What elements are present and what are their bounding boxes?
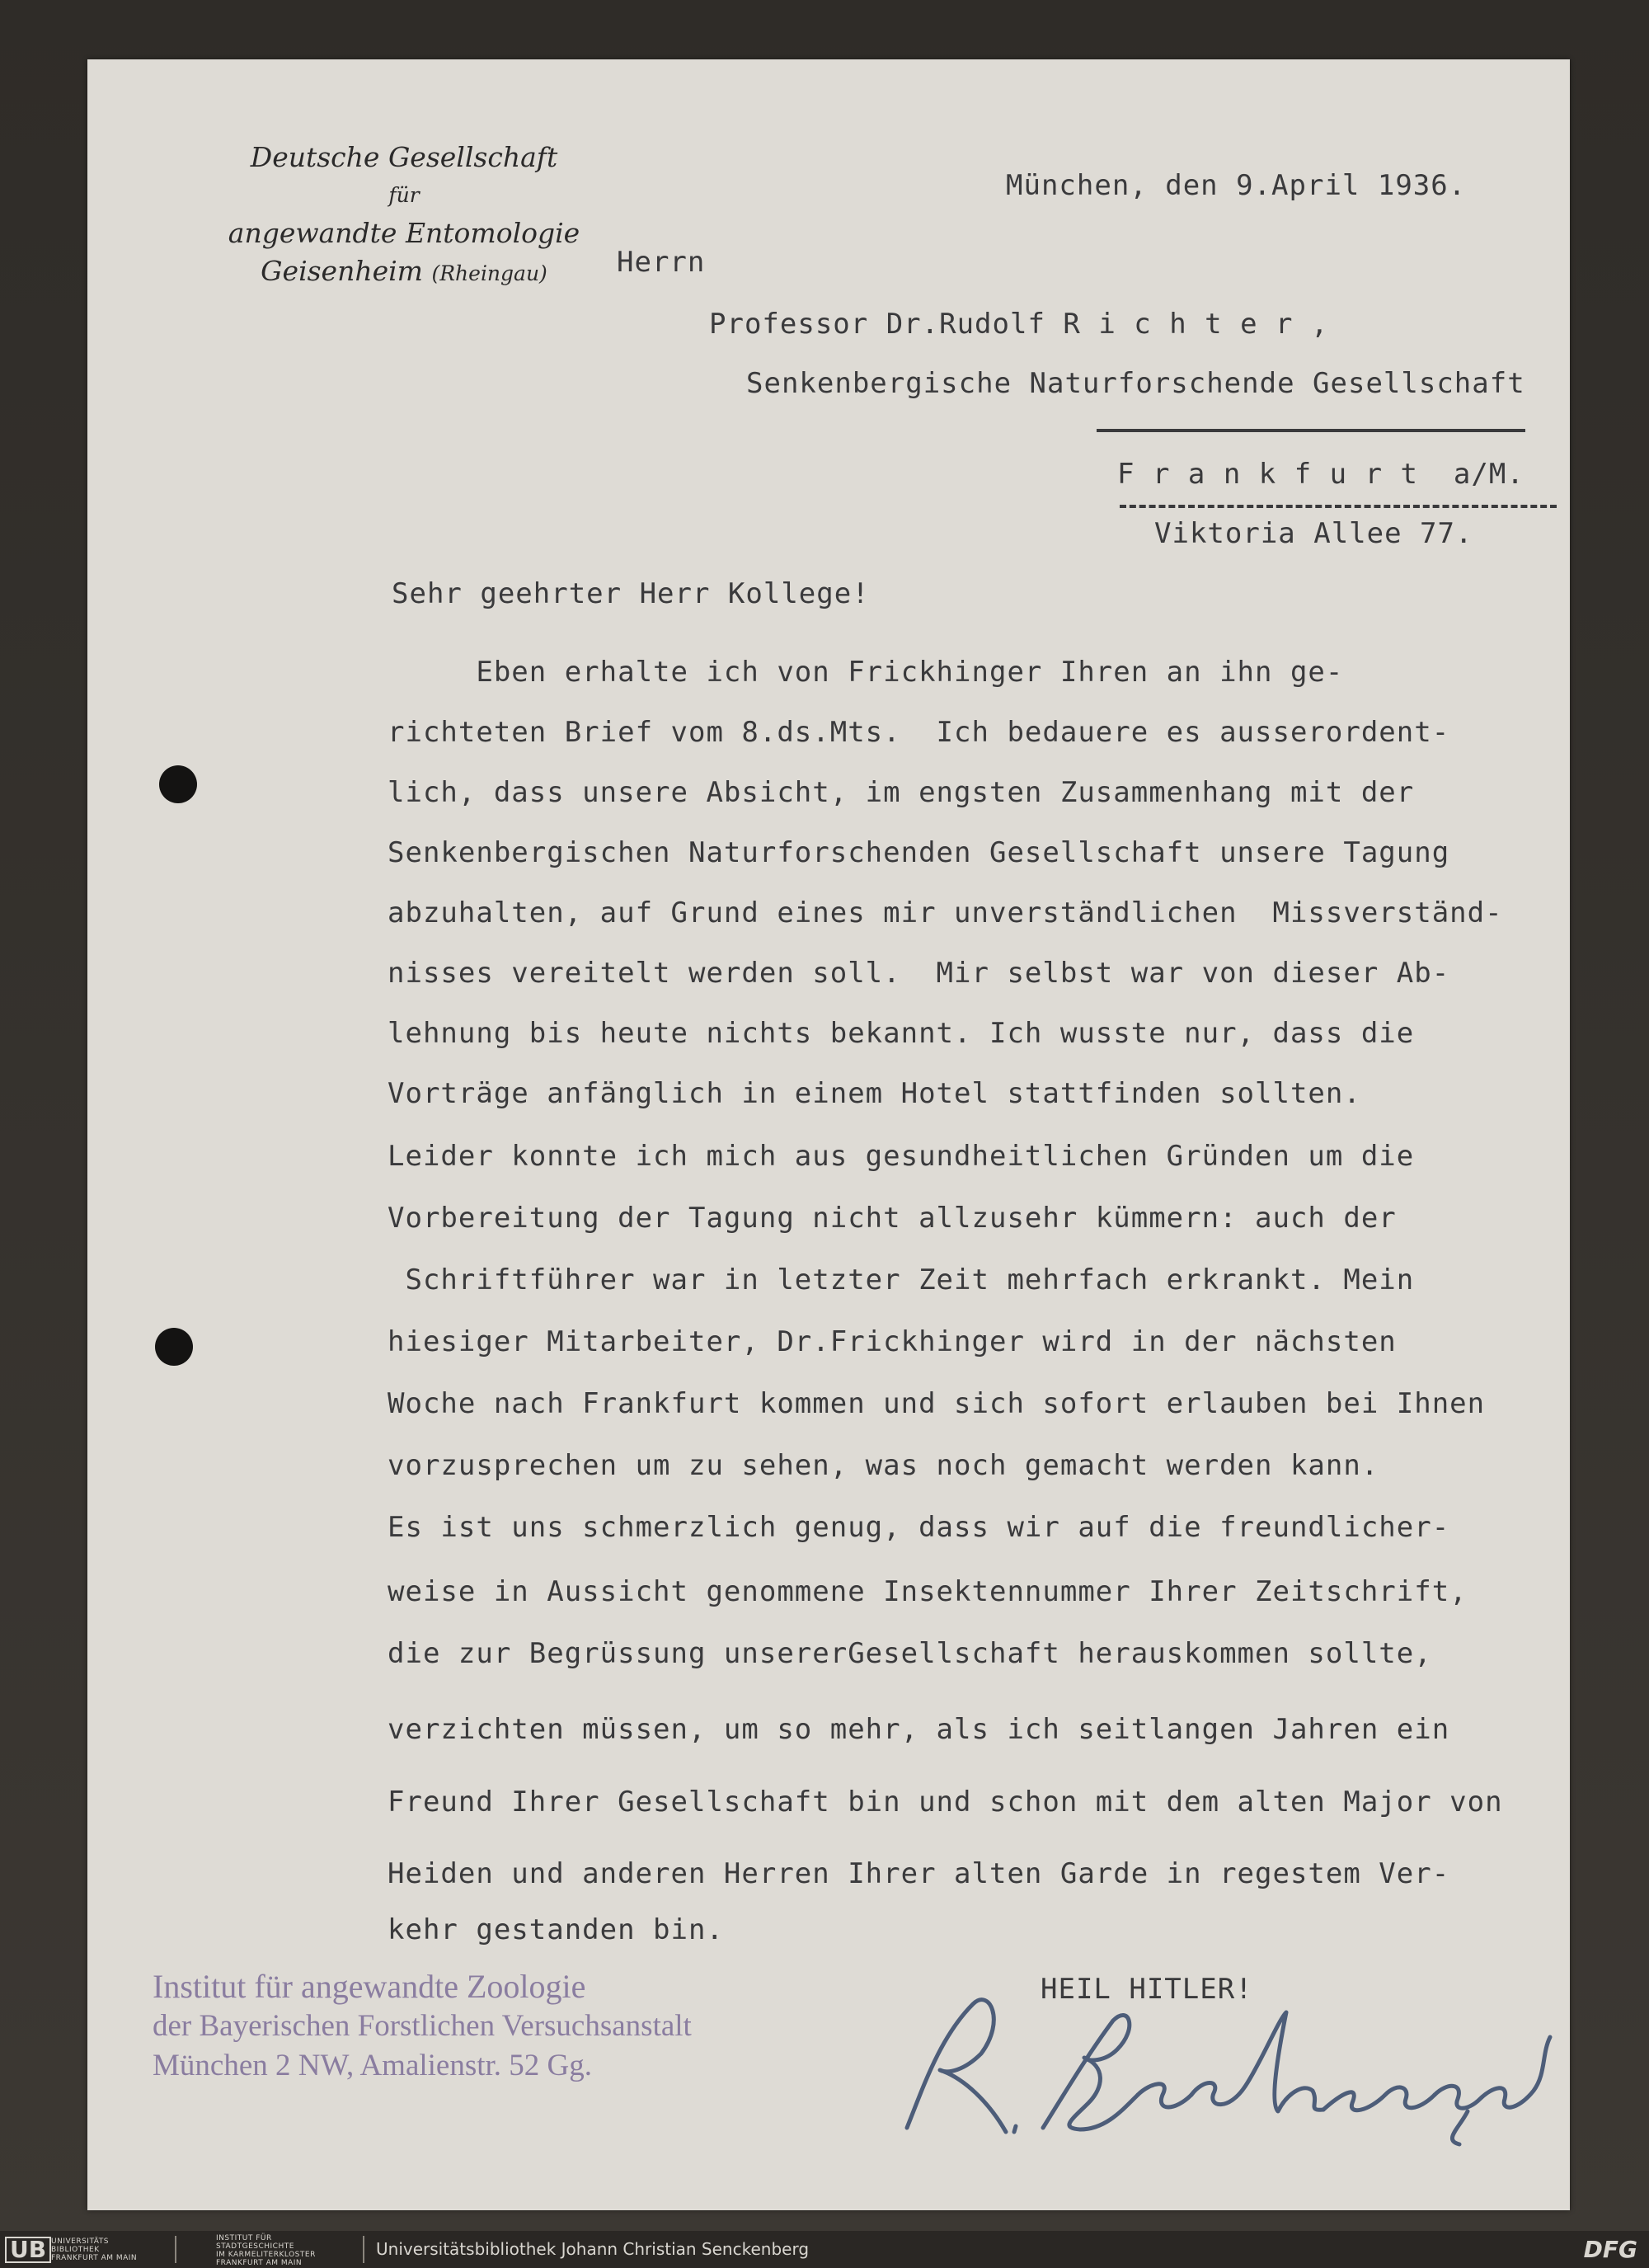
ub-logo: UB [5, 2237, 51, 2263]
date-line: München, den 9.April 1936. [1006, 169, 1467, 202]
body-line: Freund Ihrer Gesellschaft bin und schon mit dem alten Major von [388, 1786, 1503, 1819]
ub-caption-line: FRANKFURT AM MAIN [51, 2254, 138, 2262]
body-line: Woche nach Frankfurt kommen und sich sofort erlauben bei Ihnen [388, 1387, 1486, 1420]
body-line: Es ist uns schmerzlich genug, dass wir auf die freundlicher- [388, 1511, 1450, 1544]
letterhead-line: angewandte Entomologie [228, 217, 580, 249]
recipient-salutation: Herrn [617, 246, 706, 279]
closing: HEIL HITLER! [1041, 1973, 1253, 2006]
body-line: kehr gestanden bin. [388, 1913, 724, 1946]
isg-caption [216, 2234, 316, 2267]
body-line: nisses vereitelt werden soll. Mir selbst war von dieser Ab- [388, 957, 1450, 990]
isg-caption-line: IM KARMELITERKLOSTER [216, 2251, 316, 2259]
library-name: Universitätsbibliothek Johann Christian Senckenberg [376, 2239, 810, 2259]
letterhead-line: (Rheingau) [431, 261, 547, 285]
stamp-line: München 2 NW, Amalienstr. 52 Gg. [153, 2049, 593, 2082]
underline-rule [1097, 429, 1525, 432]
greeting: Sehr geehrter Herr Kollege! [392, 577, 870, 610]
punch-hole [159, 765, 197, 803]
footer-separator [363, 2236, 364, 2263]
body-line: lich, dass unsere Absicht, im engsten Zusammenhang mit der [388, 776, 1415, 809]
body-line: Eben erhalte ich von Frickhinger Ihren an ihn ge- [388, 656, 1344, 689]
ub-caption-line: UNIVERSITÄTS [51, 2237, 109, 2246]
body-line: Vorträge anfänglich in einem Hotel stattfinden sollten. [388, 1077, 1361, 1110]
ub-caption-line: BIBLIOTHEK [51, 2246, 100, 2254]
body-line: richteten Brief vom 8.ds.Mts. Ich bedauere es ausserordent- [388, 716, 1450, 749]
letterhead-line: Geisenheim [261, 255, 423, 287]
body-line: die zur Begrüssung unsererGesellschaft herauskommen sollte, [388, 1637, 1432, 1670]
dfg-logo: DFG [1583, 2236, 1637, 2263]
digitization-footer [0, 2231, 1649, 2268]
footer-separator [175, 2236, 176, 2263]
recipient-name: Professor Dr.Rudolf R i c h t e r , [709, 308, 1329, 341]
body-line: verzichten müssen, um so mehr, als ich seitlangen Jahren ein [388, 1713, 1450, 1746]
ub-caption [51, 2237, 137, 2262]
recipient-city: F r a n k f u r t a/M. [1117, 458, 1525, 491]
body-line: weise in Aussicht genommene Insektennummer Ihrer Zeitschrift, [388, 1575, 1468, 1608]
institute-stamp [153, 1967, 692, 2086]
stamp-line: Institut für angewandte Zoologie [153, 1968, 586, 2005]
isg-caption-line: STADTGESCHICHTE [216, 2242, 294, 2251]
letterhead-line: für [388, 183, 420, 207]
body-line: Vorbereitung der Tagung nicht allzusehr kümmern: auch der [388, 1202, 1397, 1235]
punch-hole [155, 1328, 193, 1366]
letterhead-line: Deutsche Gesellschaft [250, 141, 558, 173]
isg-caption-line: INSTITUT FÜR [216, 2234, 272, 2242]
stamp-line: der Bayerischen Forstlichen Versuchsanstalt [153, 2009, 692, 2043]
body-line: hiesiger Mitarbeiter, Dr.Frickhinger wird in der nächsten [388, 1325, 1397, 1358]
body-line: Leider konnte ich mich aus gesundheitlichen Gründen um die [388, 1140, 1415, 1173]
letterhead [181, 139, 627, 293]
recipient-street: Viktoria Allee 77. [1154, 517, 1473, 550]
body-line: vorzusprechen um zu sehen, was noch gemacht werden kann. [388, 1449, 1379, 1482]
body-line: lehnung bis heute nichts bekannt. Ich wusste nur, dass die [388, 1017, 1415, 1050]
underline-dashed [1120, 505, 1557, 508]
body-line: Schriftführer war in letzter Zeit mehrfach erkrankt. Mein [388, 1263, 1415, 1296]
handwritten-signature [890, 1988, 1567, 2153]
isg-caption-line: FRANKFURT AM MAIN [216, 2259, 303, 2267]
body-line: abzuhalten, auf Grund eines mir unverständlichen Missverständ- [388, 896, 1503, 929]
body-line: Heiden und anderen Herren Ihrer alten Garde in regestem Ver- [388, 1857, 1450, 1890]
body-line: Senkenbergischen Naturforschenden Gesellschaft unsere Tagung [388, 836, 1450, 869]
recipient-institution: Senkenbergische Naturforschende Gesellschaft [746, 367, 1525, 400]
